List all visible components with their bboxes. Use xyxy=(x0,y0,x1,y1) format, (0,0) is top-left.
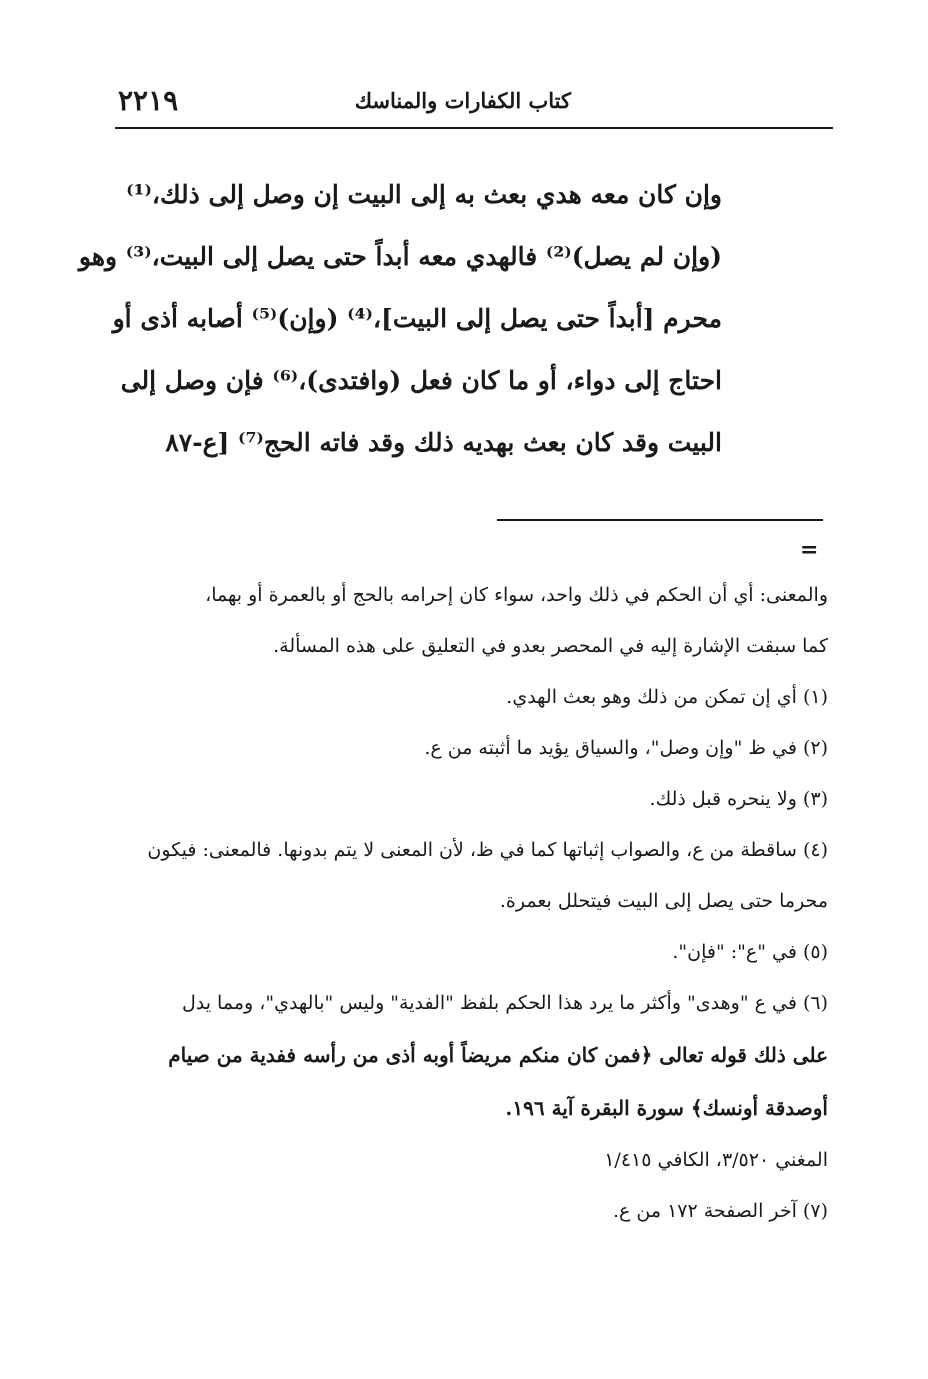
footnote-line: أوصدقة أونسك﴾ سورة البقرة آية ١٩٦. xyxy=(505,1096,828,1120)
page-number: ٢٢١٩ xyxy=(118,84,179,117)
footnote-line: (٢) في ظ "وإن وصل"، والسياق يؤيد ما أثبته من ع. xyxy=(424,737,828,759)
footnote-separator xyxy=(497,519,823,521)
main-text-line: احتاج إلى دواء، أو ما كان فعل (وافتدى)،⁽⁶⁾ فإن وصل إلى xyxy=(120,366,722,395)
footnote-line: محرما حتى يصل إلى البيت فيتحلل بعمرة. xyxy=(499,890,828,912)
footnote-line: (٤) ساقطة من ع، والصواب إثباتها كما في ظ، لأن المعنى لا يتم بدونها. فالمعنى: فيكون xyxy=(147,839,828,861)
main-text-line: البيت وقد كان بعث بهديه ذلك وقد فاته الحج⁽⁷⁾ [ع-٨٧ xyxy=(165,428,722,457)
header-rule xyxy=(115,127,833,129)
page-header xyxy=(115,84,833,124)
footnote-line: (٣) ولا ينحره قبل ذلك. xyxy=(649,788,828,810)
footnote-line: كما سبقت الإشارة إليه في المحصر بعدو في التعليق على هذه المسألة. xyxy=(273,635,828,657)
footnote-line: على ذلك قوله تعالى ﴿فمن كان منكم مريضاً أوبه أذى من رأسه ففدية من صيام xyxy=(168,1043,828,1067)
main-text-line: وإن كان معه هدي بعث به إلى البيت إن وصل إلى ذلك،⁽¹⁾ xyxy=(126,180,722,209)
footnote-line: المغني ٣/٥٢٠، الكافي ١/٤١٥ xyxy=(604,1149,828,1171)
footnote-line: والمعنى: أي أن الحكم في ذلك واحد، سواء كان إحرامه بالحج أو بالعمرة أو بهما، xyxy=(205,584,828,606)
main-text-line: (وإن لم يصل)⁽²⁾ فالهدي معه أبداً حتى يصل إلى البيت،⁽³⁾ وهو xyxy=(78,242,722,271)
main-text-line: محرم [أبداً حتى يصل إلى البيت]،⁽⁴⁾ (وإن)⁽⁵⁾ أصابه أذى أو xyxy=(112,304,722,333)
footnotes xyxy=(110,570,828,1237)
running-title: كتاب الكفارات والمناسك xyxy=(354,88,571,113)
footnote-line: (٦) في ع "وهدى" وأكثر ما يرد هذا الحكم بلفظ "الفدية" وليس "بالهدي"، ومما يدل xyxy=(181,992,828,1014)
footnote-line: (٧) آخر الصفحة ١٧٢ من ع. xyxy=(612,1200,828,1222)
main-text xyxy=(78,164,722,474)
footnote-line: (١) أي إن تمكن من ذلك وهو بعث الهدي. xyxy=(506,686,828,708)
footnote-continuation-mark: = xyxy=(800,537,819,563)
footnote-line: (٥) في "ع": "فإن". xyxy=(672,941,828,963)
